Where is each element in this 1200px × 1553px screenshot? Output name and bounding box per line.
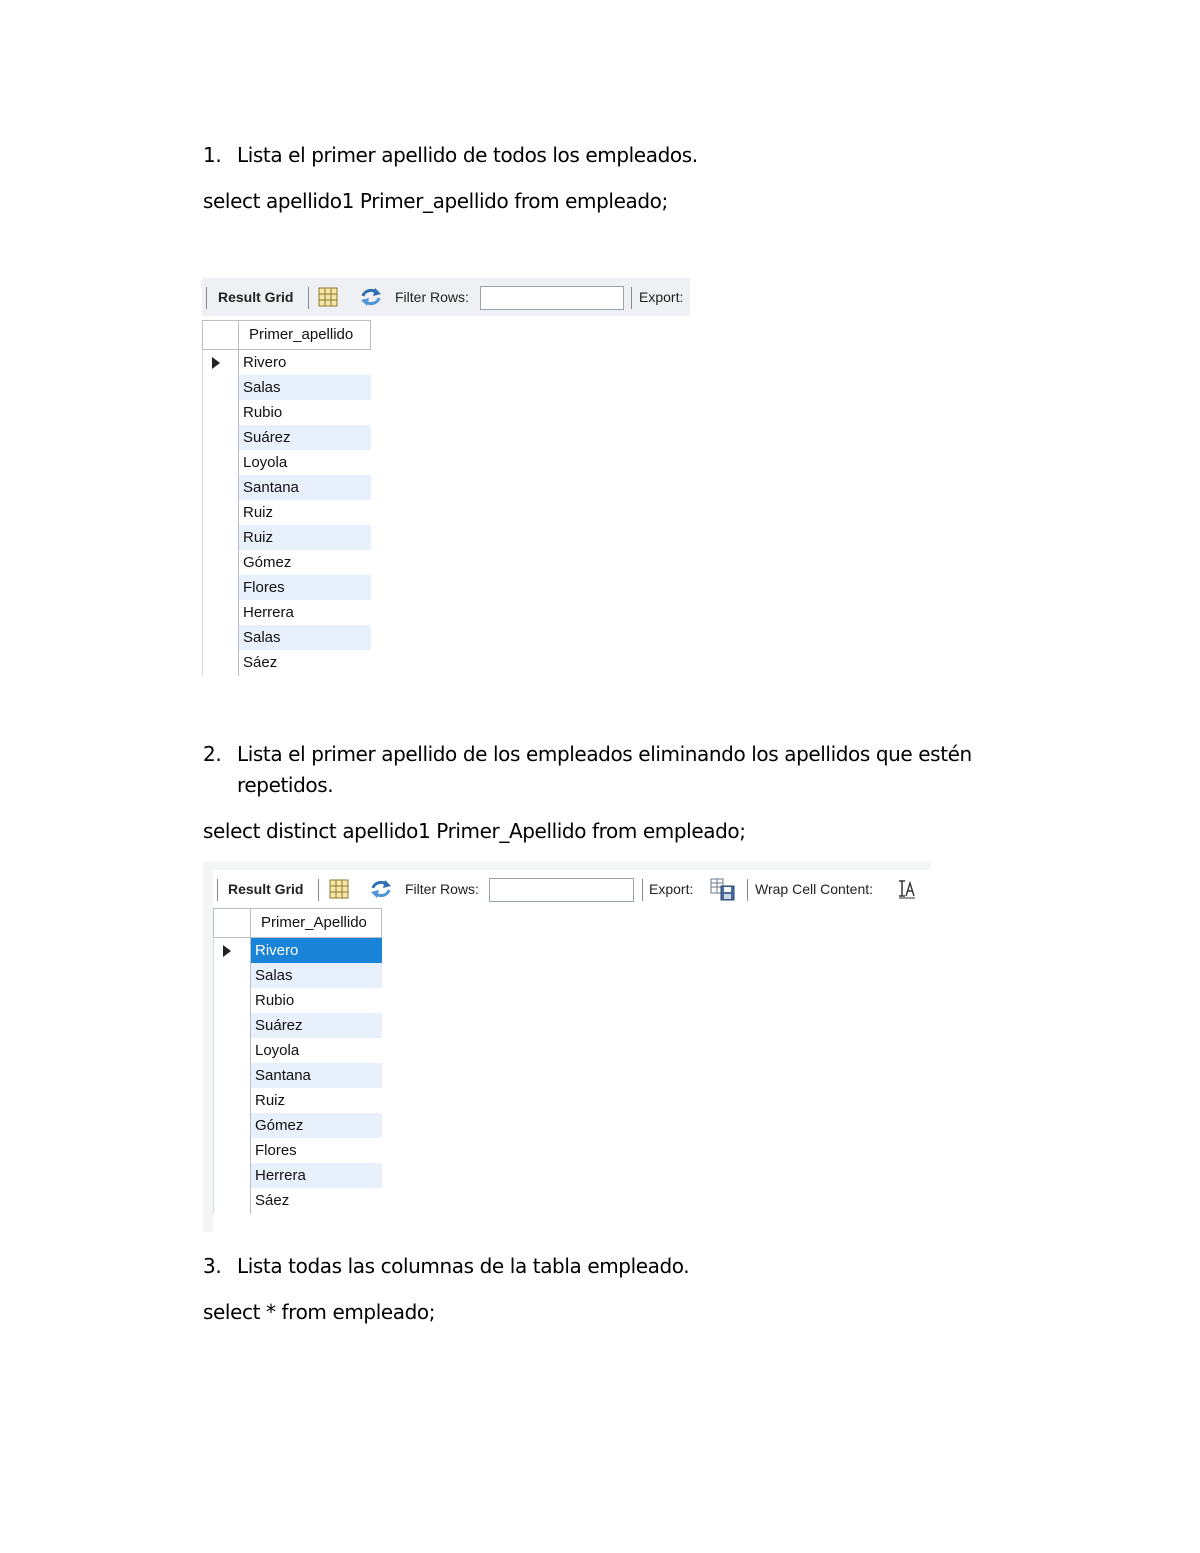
toolbar-separator	[217, 879, 218, 901]
filter-rows-label: Filter Rows:	[395, 289, 469, 305]
item-1-query: select apellido1 Primer_apellido from empleado;	[203, 189, 668, 213]
toolbar-separator	[206, 287, 207, 309]
toolbar-separator	[747, 879, 748, 901]
result-row[interactable]: Salas	[239, 375, 371, 400]
toolbar-separator	[642, 879, 643, 901]
filter-rows-label: Filter Rows:	[405, 881, 479, 897]
result-row[interactable]: Rubio	[243, 404, 283, 421]
result-panel-1	[202, 278, 690, 676]
result-toolbar-1	[202, 278, 690, 316]
result-row[interactable]: Loyola	[255, 1042, 300, 1059]
result-row[interactable]: Gómez	[243, 554, 292, 571]
result-row[interactable]: Herrera	[243, 604, 294, 621]
item-2-text: Lista el primer apellido de los empleados eliminando los apellidos que estén	[237, 742, 972, 766]
wrap-cell-content-label: Wrap Cell Content:	[755, 881, 874, 897]
result-row[interactable]: Suárez	[251, 1013, 382, 1038]
refresh-icon[interactable]	[370, 879, 392, 899]
row-gutter	[213, 938, 251, 1214]
column-header[interactable]: Primer_Apellido	[250, 908, 382, 938]
result-row[interactable]: Rubio	[255, 992, 295, 1009]
result-row[interactable]: Herrera	[251, 1163, 382, 1188]
toolbar-separator	[308, 287, 309, 309]
wrap-text-icon[interactable]	[897, 879, 917, 899]
export-label: Export:	[649, 881, 694, 897]
result-row[interactable]: Rivero	[251, 938, 382, 963]
item-3-query: select * from empleado;	[203, 1300, 436, 1324]
item-2-query: select distinct apellido1 Primer_Apellido from empleado;	[203, 819, 746, 843]
refresh-icon[interactable]	[360, 287, 382, 307]
result-row[interactable]: Salas	[239, 625, 371, 650]
row-gutter-header	[213, 908, 251, 938]
item-1-text: Lista el primer apellido de todos los empleados.	[237, 143, 698, 167]
toolbar-separator	[318, 879, 319, 901]
toolbar-separator	[631, 287, 632, 309]
current-row-arrow-icon	[212, 357, 220, 369]
item-2-text-continued: repetidos.	[237, 773, 334, 797]
item-3-number: 3.	[203, 1254, 222, 1278]
item-3-text: Lista todas las columnas de la tabla empleado.	[237, 1254, 690, 1278]
result-row[interactable]: Flores	[255, 1142, 297, 1159]
result-row[interactable]: Flores	[239, 575, 371, 600]
result-row[interactable]: Gómez	[251, 1113, 382, 1138]
column-header[interactable]: Primer_apellido	[238, 320, 371, 350]
result-row[interactable]: Ruiz	[239, 525, 371, 550]
result-row[interactable]: Ruiz	[255, 1092, 286, 1109]
current-row-arrow-icon	[223, 945, 231, 957]
export-label[interactable]: Export:	[639, 289, 684, 305]
row-gutter-header	[202, 320, 239, 350]
result-grid-button[interactable]: Result Grid	[228, 881, 304, 897]
result-row[interactable]: Salas	[251, 963, 382, 988]
result-row[interactable]: Santana	[251, 1063, 382, 1088]
result-row[interactable]: Rivero	[243, 354, 287, 371]
result-row[interactable]: Suárez	[239, 425, 371, 450]
export-save-icon[interactable]	[710, 878, 736, 902]
result-panel-2	[203, 862, 931, 1232]
result-row[interactable]: Loyola	[243, 454, 288, 471]
grid-columns-icon[interactable]	[329, 879, 349, 899]
item-1-number: 1.	[203, 143, 222, 167]
item-2-number: 2.	[203, 742, 222, 766]
grid-columns-icon[interactable]	[318, 287, 338, 307]
row-gutter	[202, 350, 239, 676]
result-row[interactable]: Ruiz	[243, 504, 274, 521]
filter-rows-input[interactable]	[489, 878, 634, 902]
result-toolbar-2	[213, 870, 931, 908]
result-row[interactable]: Sáez	[243, 654, 278, 671]
result-grid-button[interactable]: Result Grid	[218, 289, 294, 305]
result-row[interactable]: Sáez	[255, 1192, 290, 1209]
filter-rows-input[interactable]	[480, 286, 624, 310]
result-row[interactable]: Santana	[239, 475, 371, 500]
